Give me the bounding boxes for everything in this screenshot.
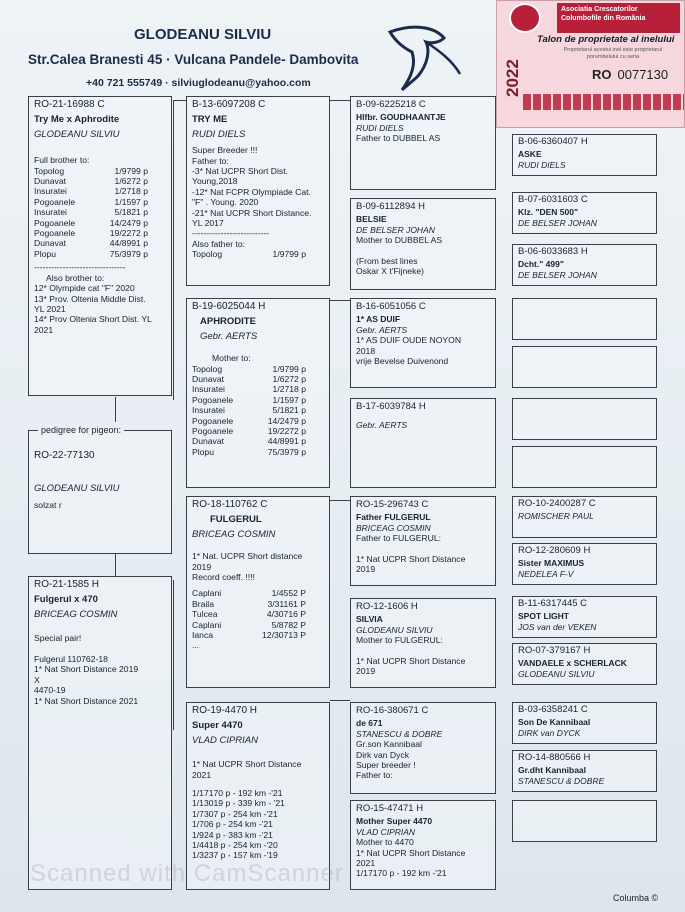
result-place: Plopu	[192, 446, 214, 457]
result-row	[192, 620, 324, 630]
sdd-card	[350, 398, 496, 488]
subject-note: solzat r	[34, 499, 62, 510]
sds-name: 1* AS DUIF	[356, 314, 401, 325]
ssd-owner: DE BELSER JOHAN	[356, 224, 435, 235]
note-line: Fulgerul 110762-18	[34, 654, 108, 665]
note-line: 1/924 p - 383 km -'21	[192, 829, 273, 840]
result-value: 19/2272 p	[267, 426, 306, 437]
note-line: Mother to DUBBEL AS	[356, 235, 443, 246]
note-line: 2019	[192, 561, 212, 572]
great-grandparent-card	[512, 446, 657, 488]
note-line: Mother to FULGERUL:	[356, 635, 443, 646]
ss-ring: B-13-6097208 C	[192, 99, 266, 110]
ddd-name: Mother Super 4470	[356, 816, 433, 827]
ds-owner: BRICEAG COSMIN	[192, 528, 276, 540]
result-place: Insuratei	[34, 186, 67, 197]
note-line: 2021	[192, 769, 212, 780]
result-value: 5/1821 p	[272, 405, 306, 416]
sss-name: Hlfbr. GOUDHAANTJE	[356, 112, 446, 123]
result-row	[192, 609, 324, 619]
connector-line	[330, 100, 350, 101]
ss-owner: RUDI DIELS	[192, 128, 246, 140]
result-row	[34, 249, 166, 259]
gg-name: Klz. "DEN 500"	[518, 207, 579, 218]
result-value: 19/2272 p	[109, 228, 148, 239]
ssd-ring: B-09-6112894 H	[356, 201, 426, 212]
gg-owner: JOS van der VEKEN	[518, 621, 597, 632]
gg-ring: B-11-6317445 C	[518, 598, 588, 609]
result-row	[34, 218, 166, 228]
gg-owner: DIRK van DYCK	[518, 727, 581, 738]
note-line: -21* Nat UCPR Short Distance.	[192, 207, 312, 218]
great-grandparent-card	[512, 346, 657, 388]
note-line: 1* AS DUIF OUDE NOYON	[356, 335, 462, 346]
result-place: Dunavat	[192, 436, 225, 447]
ticket-year: 2022	[503, 59, 522, 97]
dss-ring: RO-15-296743 C	[356, 499, 429, 510]
dss-card	[350, 496, 496, 586]
gg-name: SPOT LIGHT	[518, 611, 569, 622]
dam-ring: RO-21-1585 H	[34, 579, 100, 590]
note-line: Young,2018	[192, 176, 238, 187]
ticket-title: Talon de proprietate al inelului	[537, 34, 675, 45]
result-place: Tulcea	[192, 609, 218, 620]
note-line: Dirk van Dyck	[356, 749, 410, 760]
sds-owner: Gebr. AERTS	[356, 324, 408, 335]
result-value: 75/3979 p	[109, 248, 148, 259]
great-grandparent-card	[512, 702, 657, 744]
result-row	[192, 640, 324, 650]
dd-notes	[192, 759, 324, 780]
dds-card	[350, 702, 496, 794]
note-line: 14* Prov Oltenia Short Dist. YL	[34, 314, 152, 325]
dove-emblem-icon	[509, 3, 541, 33]
result-place: ...	[192, 640, 200, 651]
gg-ring: RO-14-880566 H	[518, 752, 591, 763]
note-line: 1/17170 p - 192 km -'21	[356, 868, 447, 879]
dds-name: de 671	[356, 718, 383, 729]
result-place: Dunavat	[192, 374, 225, 385]
result-value: 1/4552 P	[271, 588, 306, 599]
ddd-ring: RO-15-47471 H	[356, 803, 424, 814]
gg-ring: B-07-6031603 C	[518, 194, 588, 205]
ss-result-place: Topolog	[192, 249, 223, 260]
ds-name: FULGERUL	[210, 514, 262, 526]
result-value: 1/2718 p	[114, 186, 148, 197]
result-place: Pogoanele	[192, 394, 234, 405]
note-line: 2021	[34, 324, 54, 335]
result-place: Caplani	[192, 588, 222, 599]
ticket-header	[557, 3, 680, 33]
note-line: 1* Nat UCPR Short Distance	[192, 759, 302, 770]
result-place: Topolog	[34, 165, 65, 176]
connector-line	[115, 397, 116, 422]
dam-sire-card	[186, 496, 330, 688]
result-place: Pogoanele	[192, 415, 234, 426]
connector-line	[330, 700, 350, 701]
note-line: Super breeder !	[356, 760, 416, 771]
result-place: Topolog	[192, 363, 223, 374]
result-value: 1/2718 p	[272, 384, 306, 395]
sd-mother-label: Mother to:	[212, 353, 251, 364]
note-line: 1/3237 p - 157 km -'19	[192, 850, 278, 861]
dss-notes	[356, 533, 490, 575]
connector-line	[115, 554, 116, 576]
result-place: Pogoanele	[34, 228, 76, 239]
note-line	[356, 246, 490, 256]
result-row	[34, 176, 166, 186]
sd-ring: B-19-6025044 H	[192, 301, 266, 312]
great-grandparent-card	[512, 298, 657, 340]
note-line: Also father to:	[192, 238, 246, 249]
result-row	[192, 630, 324, 640]
note-line: 1* Nat UCPR Short Distance	[356, 656, 466, 667]
result-place: Ianca	[192, 630, 214, 641]
result-row	[192, 416, 324, 426]
result-row	[34, 238, 166, 248]
ticket-series	[592, 67, 668, 82]
great-grandparent-card	[512, 398, 657, 440]
note-line: -3* Nat UCPR Short Dist.	[192, 166, 288, 177]
dd-name: Super 4470	[192, 720, 243, 732]
result-value: 1/9799 p	[272, 363, 306, 374]
result-value: 5/8782 P	[271, 619, 306, 630]
note-line: 1* Nat Short Distance 2021	[34, 695, 139, 706]
result-value: 44/8991 p	[267, 436, 306, 447]
dds-notes	[356, 739, 490, 781]
note-line: YL 2017	[192, 218, 224, 229]
sss-owner: RUDI DIELS	[356, 122, 404, 133]
sire-also-list	[34, 283, 166, 335]
pedigree-for-label: pedigree for pigeon:	[38, 425, 124, 435]
result-place: Insuratei	[192, 384, 225, 395]
gg-owner: STANESCU & DOBRE	[518, 775, 605, 786]
footer-credit: Columba ©	[613, 893, 659, 903]
gg-name: Gr.dht Kannibaal	[518, 765, 587, 776]
result-row	[34, 228, 166, 238]
gg-name: Sister MAXIMUS	[518, 558, 585, 569]
result-row	[192, 395, 324, 405]
note-line: 2021	[356, 858, 376, 869]
gg-owner: DE BELSER JOHAN	[518, 217, 597, 228]
result-row	[192, 364, 324, 374]
ss-result-value: 1/9799 p	[272, 249, 306, 260]
result-row	[192, 436, 324, 446]
result-place: Pogoanele	[34, 196, 76, 207]
result-place: Dunavat	[34, 176, 67, 187]
result-value: 1/9799 p	[114, 165, 148, 176]
dsd-name: SILVIA	[356, 614, 383, 625]
ssd-card	[350, 198, 496, 290]
connector-line	[330, 300, 350, 301]
result-place: Caplani	[192, 619, 222, 630]
note-line: ---------------------------	[192, 228, 270, 239]
result-row	[192, 374, 324, 384]
dds-owner: STANESCU & DOBRE	[356, 728, 443, 739]
dsd-owner: GLODEANU SILVIU	[356, 624, 433, 635]
result-value: 5/1821 p	[114, 207, 148, 218]
great-grandparent-card	[512, 643, 657, 685]
result-value: 1/1597 p	[272, 394, 306, 405]
sire-sire-card	[186, 96, 330, 286]
dsd-notes	[356, 635, 490, 677]
gg-name: Son De Kannibaal	[518, 717, 591, 728]
sss-note: Father to DUBBEL AS	[356, 133, 441, 144]
gg-name: ASKE	[518, 149, 542, 160]
scanner-watermark: Scanned with CamScanner	[30, 860, 344, 887]
result-row	[34, 197, 166, 207]
gg-owner: NEDELEA F-V	[518, 568, 574, 579]
result-place: Insuratei	[34, 207, 67, 218]
sds-ring: B-16-6051056 C	[356, 301, 426, 312]
great-grandparent-card	[512, 244, 657, 286]
dsd-ring: RO-12-1606 H	[356, 601, 418, 612]
sds-notes	[356, 335, 490, 366]
sire-owner: GLODEANU SILVIU	[34, 128, 120, 140]
note-line: 2019	[356, 564, 376, 575]
note-line: 1/7307 p - 254 km -'21	[192, 808, 278, 819]
gg-owner: GLODEANU SILVIU	[518, 668, 595, 679]
result-place: Plopu	[34, 248, 56, 259]
sdd-ring: B-17-6039784 H	[356, 401, 426, 412]
connector-line	[330, 500, 350, 501]
result-value: 75/3979 p	[267, 446, 306, 457]
note-line: 1/4418 p - 254 km -'20	[192, 840, 278, 851]
sd-owner: Gebr. AERTS	[200, 330, 258, 342]
note-line: Father to FULGERUL:	[356, 533, 442, 544]
sire-card: RO-21-16988 C Try Me x Aphrodite GLODEANU SILVIU Full brother to: Topolog 1/9799 p Dunavat 1/6272 p Insuratei 1/2718 p Pogoanele 1/1597 p Insuratei 5/1821 p Pogoanele 14/2479 p Pogoanele 19/2272 p Dunavat 44/8991 p Plopu 75/3979 p -------------------------------- Also brother to: 12* Olympide cat "F" 2020 13* Prov. Oltenia Middle Dist. YL 2021 14* Prov Oltenia Short Dist. YL 2021	[28, 96, 172, 396]
dove-logo-icon	[382, 20, 462, 92]
result-value	[250, 640, 306, 650]
note-line: 1/17170 p - 192 km -'21	[192, 788, 283, 799]
ss-name: TRY ME	[192, 114, 228, 126]
sss-card	[350, 96, 496, 190]
great-grandparent-card	[512, 800, 657, 842]
result-place: Insuratei	[192, 405, 225, 416]
result-row	[192, 426, 324, 436]
ssd-notes	[356, 235, 490, 277]
ticket-series-prefix: RO	[592, 67, 612, 82]
gg-owner: RUDI DIELS	[518, 159, 566, 170]
dds-ring: RO-16-380671 C	[356, 705, 429, 716]
sdd-owner: Gebr. AERTS	[356, 420, 408, 431]
result-row	[34, 207, 166, 217]
note-line	[356, 544, 490, 554]
sd-name: APHRODITE	[200, 316, 256, 328]
dd-owner: VLAD CIPRIAN	[192, 734, 258, 746]
ssd-name: BELSIE	[356, 214, 387, 225]
great-grandparent-card	[512, 192, 657, 234]
ticket-header-line2: Columbofile din România	[561, 14, 646, 22]
note-line	[356, 646, 490, 656]
connector-line	[173, 100, 186, 101]
result-value: 4/30716 P	[266, 609, 306, 620]
result-value: 1/6272 p	[272, 374, 306, 385]
ring-ownership-ticket	[496, 0, 685, 128]
note-line: -12* Nat FCPR Olympiade Cat.	[192, 186, 311, 197]
note-line: (From best lines	[356, 256, 418, 267]
result-place: Braila	[192, 598, 214, 609]
gg-ring: B-06-6360407 H	[518, 136, 588, 147]
dss-owner: BRICEAG COSMIN	[356, 522, 431, 533]
connector-line	[173, 580, 174, 730]
note-line: 1* Nat UCPR Short Distance	[356, 554, 466, 565]
sds-card	[350, 298, 496, 388]
ds-ring: RO-18-110762 C	[192, 499, 268, 510]
dsd-card	[350, 598, 496, 688]
sire-name: Try Me x Aphrodite	[34, 114, 120, 126]
result-value: 14/2479 p	[267, 415, 306, 426]
result-place: Pogoanele	[192, 426, 234, 437]
note-line: 2018	[356, 345, 376, 356]
result-value: 14/2479 p	[109, 217, 148, 228]
ds-results	[192, 588, 324, 650]
dss-name: Father FULGERUL	[356, 512, 431, 523]
gg-ring: RO-12-280609 H	[518, 545, 591, 556]
great-grandparent-card	[512, 496, 657, 538]
ticket-subtitle: Proprietarul acestui inel este proprietarul porumbelului cu seria	[563, 47, 663, 60]
result-row	[192, 447, 324, 457]
connector-line	[173, 100, 174, 400]
result-place: Dunavat	[34, 238, 67, 249]
gg-ring: B-03-6358241 C	[518, 704, 588, 715]
note-line: 12* Olympide cat "F" 2020	[34, 283, 135, 294]
result-row	[192, 599, 324, 609]
dam-owner: BRICEAG COSMIN	[34, 608, 118, 620]
ss-notes	[192, 145, 324, 249]
breeder-name: GLODEANU SILVIU	[134, 26, 272, 43]
result-row	[34, 166, 166, 176]
note-line: Gr.son Kannibaal	[356, 739, 422, 750]
ds-notes	[192, 551, 324, 582]
note-line: "F" . Young. 2020	[192, 197, 259, 208]
gg-owner: ROMISCHER PAUL	[518, 511, 594, 522]
result-row	[192, 384, 324, 394]
dam-card	[28, 576, 172, 890]
great-grandparent-card	[512, 543, 657, 585]
ticket-pattern-band	[523, 94, 684, 110]
result-value: 44/8991 p	[109, 238, 148, 249]
note-line: Special pair!	[34, 633, 82, 644]
subject-pigeon-card	[28, 430, 172, 554]
note-line: 1* Nat Short Distance 2019	[34, 664, 139, 675]
dd-results	[192, 788, 324, 861]
breeder-contact: +40 721 555749 · silviuglodeanu@yahoo.com	[86, 77, 311, 89]
note-line: Father to:	[356, 770, 393, 781]
gg-ring: RO-10-2400287 C	[518, 498, 596, 509]
note-line: Oskar X t'Fijneke)	[356, 266, 425, 277]
gg-ring: RO-07-379167 H	[518, 645, 591, 656]
ddd-owner: VLAD CIPRIAN	[356, 826, 416, 837]
great-grandparent-card	[512, 134, 657, 176]
result-row	[192, 405, 324, 415]
great-grandparent-card	[512, 750, 657, 792]
note-line: 13* Prov. Oltenia Middle Dist.	[34, 293, 146, 304]
note-line: vrije Bevelse Duivenond	[356, 356, 449, 367]
sire-results	[34, 166, 166, 260]
result-value: 1/6272 p	[114, 176, 148, 187]
subject-ring: RO-22-77130	[34, 450, 95, 461]
sss-ring: B-09-6225218 C	[356, 99, 426, 110]
sd-results	[192, 364, 324, 458]
gg-name: Dcht." 499"	[518, 259, 564, 270]
note-line	[34, 644, 166, 654]
sire-full-brother-label: Full brother to:	[34, 155, 90, 166]
sire-dam-card	[186, 298, 330, 488]
result-row	[34, 186, 166, 196]
gg-ring: B-06-6033683 H	[518, 246, 588, 257]
result-value: 12/30713 P	[262, 630, 306, 641]
subject-owner: GLODEANU SILVIU	[34, 483, 120, 495]
breeder-address: Str.Calea Branesti 45 · Vulcana Pandele- Dambovita	[28, 52, 359, 67]
ddd-card	[350, 800, 496, 890]
dam-name: Fulgerul x 470	[34, 594, 98, 606]
sire-ring: RO-21-16988 C	[34, 99, 105, 110]
note-line: Mother to 4470	[356, 837, 414, 848]
result-row	[192, 588, 324, 598]
note-line: 1* Nat UCPR Short Distance	[356, 847, 466, 858]
note-line: Record coeff. !!!!	[192, 572, 255, 583]
ticket-series-number: 0077130	[617, 67, 669, 82]
gg-owner: DE BELSER JOHAN	[518, 269, 597, 280]
ticket-header-line1: Asociatia Crescatorilor	[561, 6, 638, 13]
great-grandparent-card	[512, 596, 657, 638]
note-line: 2019	[356, 666, 376, 677]
note-line: 1/706 p - 254 km -'21	[192, 819, 273, 830]
dd-ring: RO-19-4470 H	[192, 705, 258, 716]
note-line: Super Breeder !!!	[192, 145, 258, 156]
note-line: X	[34, 674, 40, 685]
result-value: 3/31161 P	[267, 598, 306, 609]
note-line: 1/13019 p - 339 km - '21	[192, 798, 285, 809]
sire-also-label: Also brother to:	[46, 272, 105, 283]
note-line: YL 2021	[34, 303, 66, 314]
ddd-notes	[356, 837, 490, 879]
note-line: Father to:	[192, 155, 229, 166]
note-line: 1* Nat. UCPR Short distance	[192, 551, 303, 562]
result-place: Pogoanele	[34, 217, 76, 228]
result-value: 1/1597 p	[114, 196, 148, 207]
gg-name: VANDAELE x SCHERLACK	[518, 658, 627, 669]
note-line: 4470-19	[34, 685, 66, 696]
dam-notes	[34, 633, 166, 706]
